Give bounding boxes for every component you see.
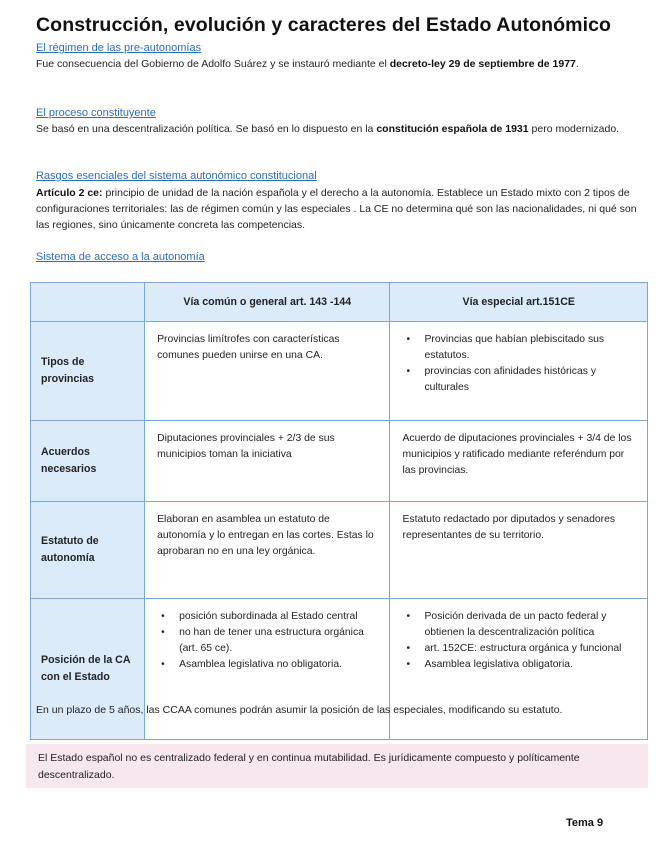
rasgos-bold: Artículo 2 ce: (36, 187, 103, 199)
list-item: • Asamblea legislativa obligatoria. (424, 657, 639, 673)
row-label: Tipos de provincias (31, 322, 145, 421)
cell-comun: Provincias limítrofes con características comunes pueden unirse en una CA. (145, 322, 390, 421)
cell-comun: Diputaciones provinciales + 2/3 de sus municipios toman la iniciativa (145, 421, 390, 502)
pre-text-b: . (575, 58, 579, 70)
proceso-text-a: Se basó en una descentralización política. Se basó en lo dispuesto en la (36, 123, 377, 135)
pre-bold: decreto-ley 29 de septiembre de 1977 (389, 58, 576, 70)
table-header-row (31, 283, 648, 322)
note-paragraph: En un plazo de 5 años, las CCAA comunes podrán asumir la posición de las especiales, modificando su estatuto. (36, 704, 563, 716)
row-label: Acuerdos necesarios (31, 421, 145, 502)
list-item: • no han de tener una estructura orgánica (art. 65 ce). (179, 625, 381, 657)
table-row (31, 322, 648, 421)
bullet-list (402, 609, 639, 673)
list-item: • posición subordinada al Estado central (179, 609, 381, 625)
callout-box: El Estado español no es centralizado federal y en continua mutabilidad. Es jurídicamente compuesto y políticamente descentralizado. (26, 744, 648, 788)
cell-especial: Acuerdo de diputaciones provinciales + 3/4 de los municipios y ratificado mediante referéndum por las provincias. (390, 421, 648, 502)
list-item: • provincias con afinidades históricas y culturales (424, 364, 639, 396)
paragraph-pre-autonomias (36, 56, 644, 72)
list-item: • Posición derivada de un pacto federal y obtienen la descentralización política (424, 609, 639, 641)
cell-especial: Estatuto redactado por diputados y senadores representantes de su territorio. (390, 502, 648, 599)
list-item: • Asamblea legislativa no obligatoria. (179, 657, 381, 673)
heading-proceso-constituyente: El proceso constituyente (36, 107, 156, 119)
cell-especial (390, 322, 648, 421)
pre-text-a: Fue consecuencia del Gobierno de Adolfo Suárez y se instauró mediante el (36, 58, 390, 70)
list-item: • Provincias que habían plebiscitado sus estatutos. (424, 332, 639, 364)
page-title: Construcción, evolución y caracteres del Estado Autonómico (36, 14, 612, 36)
bullet-list (157, 609, 381, 673)
proceso-text-b: pero modernizado. (528, 123, 620, 135)
row-label: Estatuto de autonomía (31, 502, 145, 599)
footer-topic: Tema 9 (566, 817, 604, 829)
paragraph-rasgos-esenciales (36, 185, 644, 233)
list-item: • art. 152CE: estructura orgánica y funcional (424, 641, 639, 657)
access-table (30, 282, 648, 740)
table-header-especial: Vía especial art.151CE (390, 283, 648, 322)
cell-comun: Elaboran en asamblea un estatuto de autonomía y lo entregan en las cortes. Estas lo aprobaran no en una ley orgánica. (145, 502, 390, 599)
table-header-comun: Vía común o general art. 143 -144 (145, 283, 390, 322)
heading-pre-autonomias: El régimen de las pre-autonomías (36, 42, 202, 54)
paragraph-proceso-constituyente (36, 121, 644, 137)
rasgos-text: principio de unidad de la nación española y el derecho a la autonomía. Establece un Estado mixto con 2 tipos de configuraciones territoriales: las de régimen común y las especiales . La CE no determina qué son las nacionalidades, ni qué son las regiones, sino únicamente concreta las competencias. (36, 187, 637, 231)
heading-rasgos-esenciales: Rasgos esenciales del sistema autonómico constitucional (36, 170, 317, 182)
bullet-list (402, 332, 639, 396)
proceso-bold: constitución española de 1931 (376, 123, 529, 135)
table-header-empty (31, 283, 145, 322)
heading-sistema-acceso: Sistema de acceso a la autonomía (36, 251, 205, 263)
row-label: Posición de la CA con el Estado (31, 599, 145, 740)
table-row (31, 502, 648, 599)
table-row (31, 421, 648, 502)
